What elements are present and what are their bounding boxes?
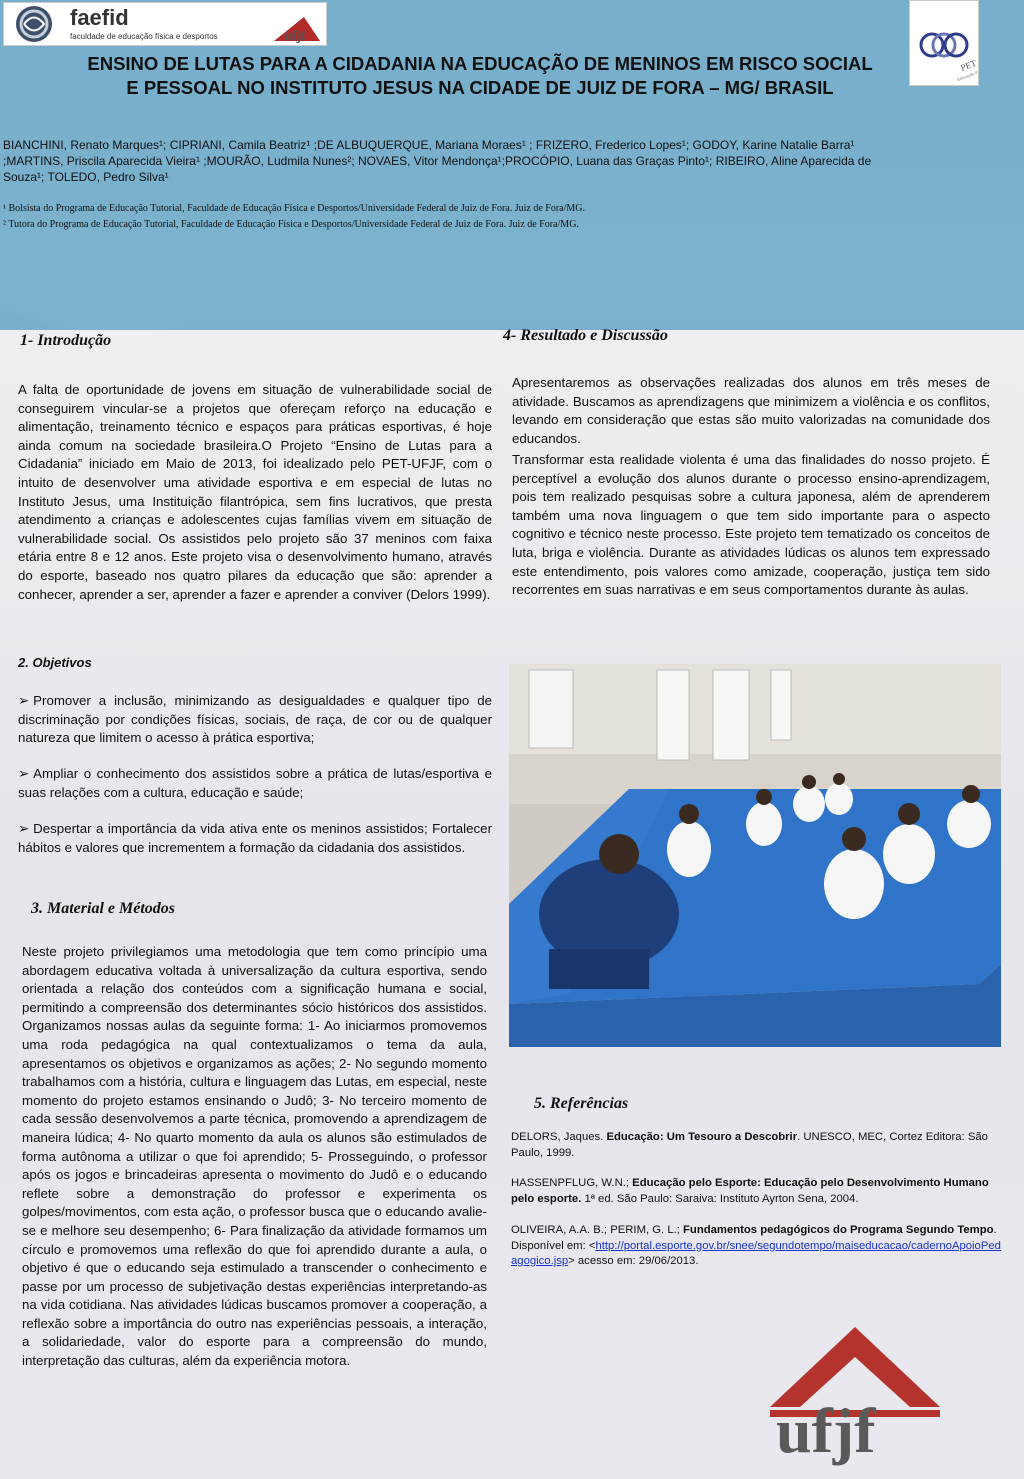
ref-text: HASSENPFLUG, W.N.;: [511, 1177, 633, 1189]
arrow-bullet-icon: ➢: [18, 821, 30, 836]
ref-text: OLIVEIRA, A.A. B.; PERIM, G. L.;: [511, 1224, 684, 1236]
affiliation-2: ² Tutora do Programa de Educação Tutorial, Faculdade de Educação Física e Desportos/Universidade Federal de Juiz de Fora. Juiz de Fora/MG.: [3, 219, 579, 230]
results-heading: 4- Resultado e Discussão: [503, 327, 668, 344]
faefid-logo-subtitle: faculdade de educação física e desportos: [70, 32, 218, 41]
objectives-heading: 2. Objetivos: [18, 655, 92, 670]
judo-class-photo: [509, 664, 1001, 1047]
author-list: BIANCHINI, Renato Marques¹; CIPRIANI, Camila Beatriz¹ ;DE ALBUQUERQUE, Mariana Moraes¹ ; FRIZERO, Frederico Lopes¹; GODOY, Karine Natalie Barra¹ ;MARTINS, Priscila Aparecida Vieira¹ ;MOURÃO, Ludmila Nunes²; NOVAES, Vitor Mendonça¹;PROCÓPIO, Luana das Graças Pinto¹; RIBEIRO, Aline Aparecida de Souza¹; TOLEDO, Pedro Silva¹: [3, 138, 872, 184]
objective-text: Despertar a importância da vida ativa ente os meninos assistidos; Fortalecer hábitos e valores que incrementem a formação da cidadania dos assistidos.: [18, 821, 492, 855]
methods-text: Neste projeto privilegiamos uma metodologia que tem como princípio uma abordagem educativa voltada à universalização da cultura esportiva, sendo orientada a relação dos conteúdos com a significação humana e social, permitindo a compreensão dos determinantes sócio históricos dos assistidos. Organizamos nossas aulas da seguinte forma: 1- Ao iniciarmos promovemos uma roda pedagógica na qual contextualizamos o tema da aula, apresentamos os objetivos e organizamos as ações; 2- No segundo momento trabalhamos com a história, cultura e linguagem das Lutas, em especial, neste momento do projeto estamos ensinando o Judô; 3- No terceiro momento de cada sessão desenvolvemos a parte técnica, promovendo a aprendizagem de maneira lúdica; 4- No quarto momento da aula os alunos são estimulados de forma autônoma a utilizar o que foi aprendido; 5- Prosseguindo, o professor após os jogos e brincadeiras apresenta o movimento do Judô e o educando reflete sobre a demonstração do professor e experimenta os golpes/movimentos, com esta ação, o professor busca que o educando avalie-se e melhore seu desempenho; 6- Para finalização da atividade formamos um círculo e promovemos uma reflexão do que foi aprendido durante a aula, o objetivo é que o educando seja estimulado a transcender o conhecimento e passe por um processo de subjetivação destas experiências interpretando-as na vida cotidiana. Nas atividades lúdicas buscamos promover a cooperação, a reflexão sobre a importância do outro nas experiências pessoais, a interação, a solidariedade, valor do esporte para a compreensão do mundo, interpretação das culturas, além da experiência motora.: [22, 944, 487, 1369]
pet-emblem-icon: [910, 1, 978, 85]
faefid-emblem-icon: [4, 3, 326, 45]
pet-logo-text: PET: [959, 58, 978, 73]
affiliation-1: ¹ Bolsista do Programa de Educação Tutorial, Faculdade de Educação Física e Desportos/Universidade Federal de Juiz de Fora. Juiz de Fora/MG.: [3, 203, 586, 214]
intro-text: A falta de oportunidade de jovens em situação de vulnerabilidade social de conseguirem vincular-se a projetos que ofereçam reforço na educação e alimentação, treinamento técnico e espaços para práticas esportivas, é hoje ainda comum na sociedade brasileira.O Projeto “Ensino de Lutas para a Cidadania” iniciado em Maio de 2013, foi idealizado pelo PET-UFJF, com o intuito de desenvolver uma atividade esportiva e em especial de lutas no Instituto Jesus, uma Instituição filantrópica, sem fins lucrativos, que presta atendimento a crianças e adolescentes cujas famílias vivem em situação de vulnerabilidade social. Os assistidos pelo projeto são 37 meninos com faixa etária entre 8 e 12 anos. Este projeto visa o desenvolvimento humano, através do esporte, baseado nos quatro pilares da educação que são: aprender a conhecer, aprender a ser, aprender a fazer e aprender a conviver (Delors 1999).: [18, 382, 492, 602]
ref-text: > acesso em: 29/06/2013.: [568, 1255, 699, 1267]
results-paragraph-1: Apresentaremos as observações realizadas dos alunos em três meses de atividade. Buscamos as aprendizagens que minimizem a violência e os conflitos, levando em consideração que estas são muito valorizadas na comunidade dos educandos.: [512, 375, 990, 446]
intro-heading: 1- Introdução: [20, 332, 112, 349]
pet-logo: [909, 0, 979, 86]
reference-item: [511, 1223, 1001, 1270]
ref-title: Fundamentos pedagógicos do Programa Segundo Tempo: [683, 1224, 994, 1236]
objective-item: [18, 692, 492, 748]
reference-link[interactable]: http://portal.esporte.gov.br/snee/segundotempo/maiseducacao/cadernoApoioPedagogico.jsp: [511, 1239, 1001, 1267]
ref-text: DELORS, Jaques.: [511, 1131, 607, 1143]
reference-item: [511, 1176, 1001, 1207]
results-paragraph-2: Transformar esta realidade violenta é uma das finalidades do nosso projeto. É perceptível a evolução dos alunos durante o processo ensino-aprendizagem, pois tem realizado pesquisas sobre a cultura japonesa, além de aprenderem também uma nova linguagem o que tem sido importante para o aspecto cognitivo e técnico neste processo. Este projeto tem tematizado os conceitos de luta, briga e violência. Durante as atividades lúdicas os alunos tem expressado este entendimento, pois valores como amizade, cooperação, justiça tem sido recorrentes em suas narrativas e em seus comportamentos durante às aulas.: [512, 452, 990, 598]
ufjf-logo-text: ufjf: [776, 1395, 876, 1466]
ref-title: Educação pelo Esporte: Educação pelo Desenvolvimento Humano pelo esporte.: [511, 1177, 989, 1205]
faefid-logo: [3, 2, 327, 46]
ref-text: . Disponível em: <: [511, 1224, 997, 1252]
pet-logo-subtitle: Educação Física: [956, 67, 978, 82]
ref-title: Educação: Um Tesouro a Descobrir: [606, 1131, 798, 1143]
reference-item: [511, 1130, 1001, 1161]
ufjf-logo: [760, 1322, 950, 1472]
objective-item: [18, 820, 492, 857]
objective-text: Ampliar o conhecimento dos assistidos sobre a prática de lutas/esportiva e suas relações com a cultura, educação e saúde;: [18, 766, 492, 800]
ref-text: 1ª ed. São Paulo: Saraiva: Instituto Ayrton Sena, 2004.: [581, 1192, 859, 1205]
references-heading: 5. Referências: [534, 1095, 629, 1112]
arrow-bullet-icon: ➢: [18, 693, 30, 708]
arrow-bullet-icon: ➢: [18, 766, 30, 781]
faefid-logo-name: faefid: [70, 5, 129, 30]
ref-text: . UNESCO, MEC, Cortez Editora: São Paulo, 1999.: [511, 1131, 988, 1159]
methods-heading: 3. Material e Métodos: [31, 900, 175, 917]
faefid-logo-mini: ufjf: [284, 29, 306, 44]
objective-item: [18, 765, 492, 802]
objective-text: Promover a inclusão, minimizando as desigualdades e qualquer tipo de discriminação por condições físicas, sociais, de raça, de cor ou de qualquer natureza que limitem o acesso à prática esportiva;: [18, 693, 492, 746]
poster-title: ENSINO DE LUTAS PARA A CIDADANIA NA EDUCAÇÃO DE MENINOS EM RISCO SOCIAL E PESSOAL NO INSTITUTO JESUS NA CIDADE DE JUIZ DE FORA – MG/ BRASIL: [87, 53, 873, 98]
